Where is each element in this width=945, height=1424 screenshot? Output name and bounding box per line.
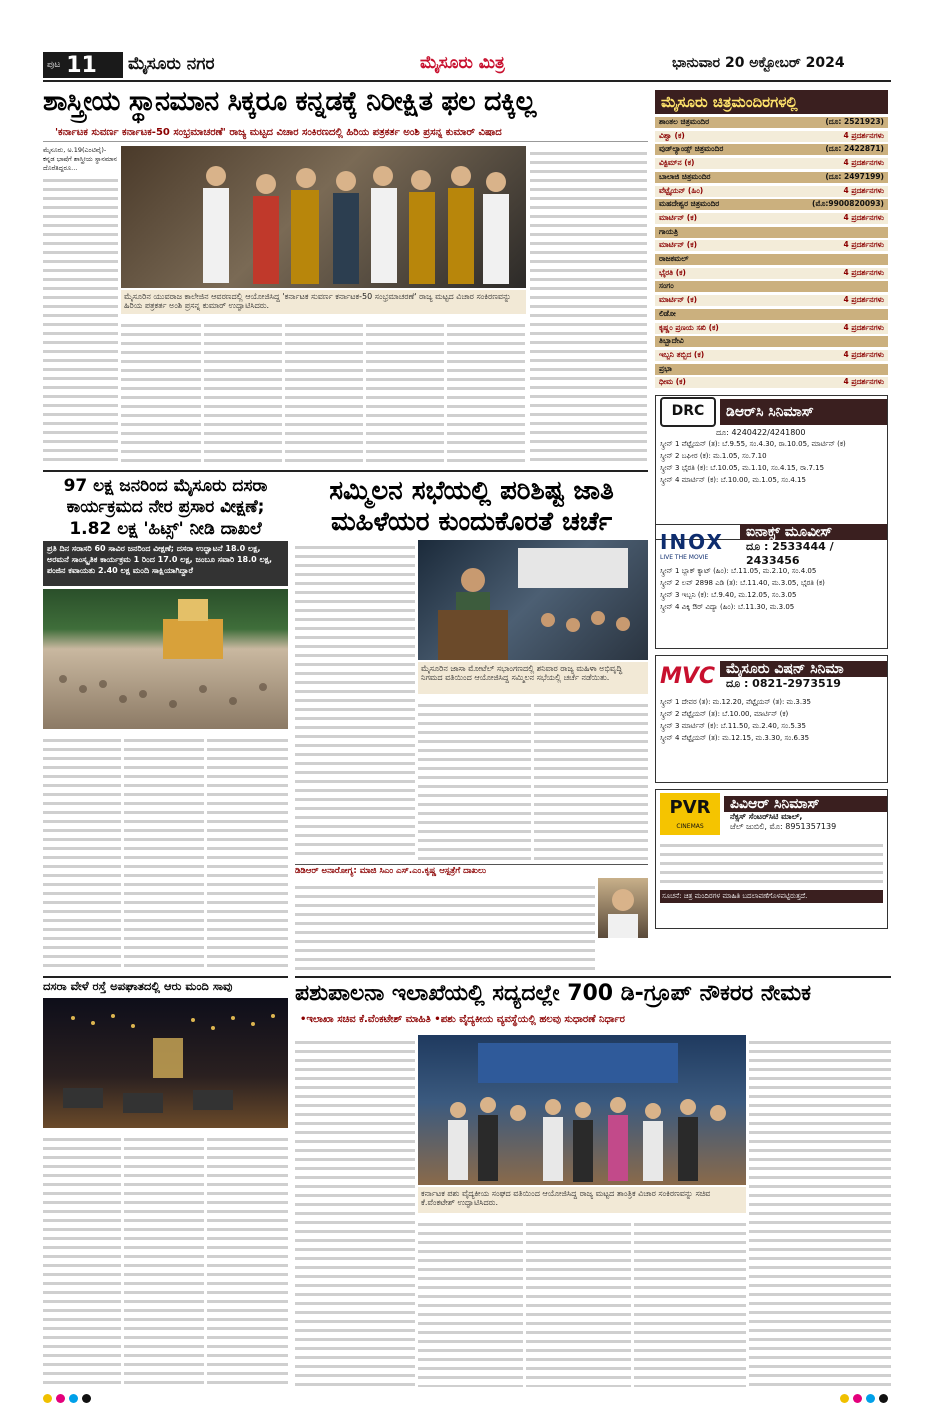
story1-body-column (366, 318, 444, 466)
theatre-row-info: (ದೂ: 2497199) (825, 171, 884, 181)
divider (43, 141, 648, 142)
inox-screen-3: ಸ್ಕ್ರೀನ್ 3 ಇಬ್ಬನಿ (ಕ): ಬೆ.9.40, ಮ.12.05, ಸಂ.3.05 (660, 591, 797, 599)
theatre-row-info: 4 ಪ್ರದರ್ಶನಗಳು (843, 377, 884, 387)
story5-body-column (749, 1035, 891, 1387)
story5-deck: •ಇಲಾಖಾ ಸಚಿವ ಕೆ.ವೆಂಕಟೇಶ್ ಮಾಹಿತಿ •ಪಶು ವೈದ್ಯಕೀಯ ವ್ಯವಸ್ಥೆಯಲ್ಲಿ ಹಲವು ಸುಧಾರಣೆ ನಿರ್ಧಾರ (300, 1014, 625, 1025)
section-title: ಮೈಸೂರು ನಗರ (128, 54, 215, 74)
theatre-row-name: ಕೃಷ್ಣಂ ಪ್ರಣಯ ಸಖಿ (ಕ) (659, 322, 719, 332)
pvr-phone: ಜೆಲ್ ಜುಬಿಲಿ, ಮೊ: 8951357139 (730, 822, 837, 831)
crowd-illustration (43, 589, 288, 729)
story4-night-street-photo (43, 998, 288, 1128)
people-group-illustration (121, 146, 526, 288)
story1-body-column (43, 146, 118, 466)
theatre-row (655, 117, 888, 128)
theatre-show-row (655, 295, 888, 306)
theatre-row-name: ಧೀಮ (ಕ) (659, 377, 686, 387)
theatre-row-info: (ಮೊ:9900820093) (812, 199, 884, 209)
mvc-screen-4: ಸ್ಕ್ರೀನ್ 4 ವೆಟ್ಟೈಯನ್ (ತ): ಮ.12.15, ಮ.3.30, ಸಂ.6.35 (660, 734, 810, 742)
theatre-row-name: ತಿಬ್ಬಾದೇವಿ (659, 336, 684, 346)
story3-body-column (418, 698, 531, 860)
story5-body-column (526, 1217, 631, 1387)
story5-body-column (295, 1035, 415, 1387)
story1-subheadline: 'ಕರ್ನಾಟಕ ಸುವರ್ಣ ಕರ್ನಾಟಕ-50 ಸಂಭ್ರಮಾಚರಣೆ' ರಾಜ್ಯ ಮಟ್ಟದ ವಿಚಾರ ಸಂಕಿರಣದಲ್ಲಿ ಹಿರಿಯ ಪತ್ರಕರ್ತ ಅಂಶಿ ಪ್ರಸನ್ನ ಕುಮಾರ್ ವಿಷಾದ (55, 127, 502, 138)
story3-body-column (295, 540, 415, 860)
pvr-logo (660, 793, 720, 835)
theatre-row-info: 4 ಪ್ರದರ್ಶನಗಳು (843, 349, 884, 359)
theatre-row-name: ವಿಶ್ವಾ (ಕ) (659, 130, 685, 140)
story5-headline: ಪಶುಪಾಲನಾ ಇಲಾಖೆಯಲ್ಲಿ ಸದ್ಯದಲ್ಲೇ 700 ಡಿ-ಗ್ರೂಪ್ ನೌಕರರ ನೇಮಕ (295, 981, 812, 1006)
theatre-show-row (655, 240, 888, 251)
theatre-row-info: 4 ಪ್ರದರ್ಶನಗಳು (843, 212, 884, 222)
drc-cinemas-ad (655, 395, 888, 540)
theatres-title: ಮೈಸೂರು ಚಿತ್ರಮಂದಿರಗಳಲ್ಲಿ (655, 90, 888, 114)
page-number: 11 (66, 52, 97, 78)
inox-screen-4: ಸ್ಕ್ರೀನ್ 4 ವಿಕ್ಕಿ ಔರ್ ವಿದ್ಯಾ (ಹಿಂ): ಬೆ.11.30, ಮ.3.05 (660, 603, 795, 611)
drc-screen-3: ಸ್ಕ್ರೀನ್ 3 ಭೈರತಿ (ಕ): ಬೆ.10.05, ಮ.1.10, ಸಂ.4.15, ರಾ.7.15 (660, 464, 825, 472)
theatre-row-info: 4 ಪ್ರದರ್ಶನಗಳು (843, 130, 884, 140)
drc-phone: ದೂ: 4240422/4241800 (716, 428, 806, 437)
theatre-show-row (655, 323, 888, 334)
story1-dateline: ಮೈಸೂರು, ಅ.19(ಎಂಟಿವೈ)- ಕನ್ನಡ ಭಾಷೆಗೆ ಶಾಸ್ತ್ರೀಯ ಸ್ಥಾನಮಾನ ದೊರೆತಿದ್ದರೂ... (43, 146, 117, 172)
issue-date: ಭಾನುವಾರ 20 ಅಕ್ಟೋಬರ್ 2024 (672, 55, 845, 71)
story5-caption: ಕರ್ನಾಟಕ ಪಶು ವೈದ್ಯಕೀಯ ಸಂಘದ ವತಿಯಿಂದ ಆಯೋಜಿಸಿದ್ದ ರಾಜ್ಯ ಮಟ್ಟದ ತಾಂತ್ರಿಕ ವಿಚಾರ ಸಂಕಿರಣವನ್ನು ಸಚಿವ ಕೆ.ವೆಂಕಟೇಶ್ ಉದ್ಘಾಟಿಸಿದರು. (418, 1187, 746, 1213)
story2-body-column (207, 733, 288, 973)
theatre-row-name: ವಿಕ್ಟಿಮ್‌ನ (ಕ) (659, 158, 695, 168)
theatre-row-name: ಗಾಯತ್ರಿ (659, 226, 679, 236)
theatre-row-name: ಬಾಲಾಜಿ ಚಿತ್ರಮಂದಿರ (659, 171, 711, 181)
mvc-logo: MVC (660, 663, 716, 689)
mvc-screen-3: ಸ್ಕ್ರೀನ್ 3 ಮಾರ್ಟಿನ್ (ಕ): ಬೆ.11.50, ಮ.2.40, ಸಂ.5.35 (660, 722, 806, 730)
inox-screen-1: ಸ್ಕ್ರೀನ್ 1 ಬ್ಲಾಕ್ ಕ್ಯಾಟ್ (ಹಿಂ): ಬೆ.11.05, ಮ.2.10, ಸಂ.4.05 (660, 567, 817, 575)
inox-screen-2: ಸ್ಕ್ರೀನ್ 2 ಲವ್ 2898 ಎಡಿ (ತ): ಬೆ.11.40, ಮ.3.05, ಭೈರತಿ (ಕ) (660, 579, 825, 587)
theatre-row (655, 281, 888, 292)
theatre-show-row (655, 186, 888, 197)
drc-screen-4: ಸ್ಕ್ರೀನ್ 4 ಮಾರ್ಟಿನ್ (ಕ): ಬೆ.10.00, ಮ.1.05, ಸಂ.4.15 (660, 476, 806, 484)
theatre-row-name: ಇಬ್ಬನಿ ತಬ್ಬಿದ (ಕ) (659, 349, 705, 359)
story2-deck: ಪ್ರತಿ ದಿನ ಸರಾಸರಿ 60 ಸಾವಿರ ಜನರಿಂದ ವೀಕ್ಷಣೆ; ದಸರಾ ಉದ್ಘಾಟನೆ 18.0 ಲಕ್ಷ, ಅರಮನೆ ಸಾಂಸ್ಕೃತಿಕ ಕಾರ್ಯಕ್ರಮ 1 ರಿಂದ 17.0 ಲಕ್ಷ, ಜಂಬೂ ಸವಾರಿ 18.0 ಲಕ್ಷ, ಪಂಜಿನ ಕವಾಯತು 2.40 ಲಕ್ಷ ಮಂದಿ ಸಾಕ್ಷಿಯಾಗಿದ್ದಾರೆ (43, 541, 288, 586)
theatre-row-info: (ದೂ: 2422871) (825, 144, 884, 154)
theatre-row (655, 172, 888, 183)
inox-tagline: LIVE THE MOVIE (660, 553, 709, 561)
theatre-row-name: ಮಾರ್ಟಿನ್ (ಕ) (659, 240, 698, 250)
theatre-row-name: ಸಂಗಂ (659, 281, 674, 291)
story1-body-column (121, 318, 201, 466)
story1-body-column (447, 318, 525, 466)
theatre-row-name: ಲಿಡೋ (659, 308, 676, 318)
pvr-schedule (660, 838, 883, 888)
pvr-note: ಸೂಚನೆ: ಚಿತ್ರ ಮಂದಿರಗಳ ಮಾಹಿತಿ ಬದಲಾವಣೆಗೊಳಪಟ್ಟಿರುತ್ತದೆ. (660, 890, 883, 903)
theatre-show-row (655, 377, 888, 388)
story1-photo (121, 146, 526, 288)
stage-event-illustration (418, 1035, 746, 1185)
theatre-row-name: ರಾಜಕಮಲ್ (659, 254, 689, 263)
inox-phone: ದೂ : 2533444 / 2433456 (746, 539, 834, 567)
divider (43, 470, 648, 472)
story2-crowd-photo (43, 589, 288, 729)
story3-headline: ಸಮ್ಮಿಲನ ಸಭೆಯಲ್ಲಿ ಪರಿಶಿಷ್ಟ ಜಾತಿ ಮಹಿಳೆಯರ ಕುಂದುಕೊರತೆ ಚರ್ಚೆ (329, 476, 614, 538)
registration-marks-left (43, 1394, 91, 1403)
mvc-screen-2: ಸ್ಕ್ರೀನ್ 2 ವೆಟ್ಟೈಯನ್ (ತ): ಬೆ.10.00, ಮಾರ್ಟಿನ್ (ಕ) (660, 710, 789, 718)
story4-body-column (43, 1132, 121, 1387)
story4-headline: ದಸರಾ ವೇಳೆ ರಸ್ತೆ ಅಪಘಾತದಲ್ಲಿ ಆರು ಮಂದಿ ಸಾವು (43, 979, 233, 993)
story5-photo (418, 1035, 746, 1185)
theatre-row (655, 336, 888, 347)
registration-marks-right (840, 1394, 888, 1403)
theatre-row-name: ಮಹದೇಶ್ವರ ಚಿತ್ರಮಂದಿರ (659, 199, 720, 209)
mvc-name: ಮೈಸೂರು ವಿಷನ್ ಸಿನಿಮಾ (720, 661, 887, 677)
drc-screen-1: ಸ್ಕ್ರೀನ್ 1 ವೆಟ್ಟೈಯನ್ (ತ): ಬೆ.9.55, ಸಂ.4.30, ರಾ.10.05, ಮಾರ್ಟಿನ್ (ಕ) (660, 440, 846, 448)
story2-body-column (124, 733, 204, 973)
divider (295, 976, 891, 978)
mvc-screen-1: ಸ್ಕ್ರೀನ್ 1 ದೇವರ (ತ): ಮ.12.20, ವೆಟ್ಟೈಯನ್ (ತ): ಮ.3.35 (660, 698, 812, 706)
theatre-row-info: 4 ಪ್ರದರ್ಶನಗಳು (843, 158, 884, 168)
theatre-row-name: ಮಾರ್ಟಿನ್ (ಕ) (659, 212, 698, 222)
theatre-show-row (655, 158, 888, 169)
story3-body-column (534, 698, 648, 860)
pvr-cinemas-ad (655, 789, 888, 929)
story1-caption: ಮೈಸೂರಿನ ಯುವರಾಜ ಕಾಲೇಜಿನ ಆವರಣದಲ್ಲಿ ಆಯೋಜಿಸಿದ್ದ 'ಕರ್ನಾಟಕ ಸುವರ್ಣ ಕರ್ನಾಟಕ-50 ಸಂಭ್ರಮಾಚರಣೆ' ರಾಜ್ಯ ಮಟ್ಟದ ವಿಚಾರ ಸಂಕಿರಣವನ್ನು ಹಿರಿಯ ಪತ್ರಕರ್ತ ಅಂಶಿ ಪ್ರಸನ್ನ ಕುಮಾರ್ ಉದ್ಘಾಟಿಸಿದರು. (121, 290, 526, 314)
story2-headline: 97 ಲಕ್ಷ ಜನರಿಂದ ಮೈಸೂರು ದಸರಾ ಕಾರ್ಯಕ್ರಮದ ನೇರ ಪ್ರಸಾರ ವೀಕ್ಷಣೆ; 1.82 ಲಕ್ಷ 'ಹಿಟ್ಸ್' ನೀಡಿ ದಾಖಲೆ (63, 476, 268, 539)
theatre-row-name: ಭೈರತಿ (ಕ) (659, 267, 686, 277)
story2-body-column (43, 733, 121, 973)
story3-box-heading: ಡಿಡಿಆರ್ ಅನಾರೋಗ್ಯ: ಮಾಜಿ ಸಿಎಂ ಎಸ್.ಎಂ.ಕೃಷ್ಣ ಆಸ್ಪತ್ರೆಗೆ ದಾಖಲು (295, 866, 487, 876)
newspaper-logo: ಮೈಸೂರು ಮಿತ್ರ (420, 53, 505, 73)
story5-body-column (418, 1217, 523, 1387)
story1-body-column (285, 318, 363, 466)
mvc-phone: ದೂ : 0821-2973519 (726, 677, 841, 690)
theatre-row (655, 199, 888, 210)
theatre-row (655, 144, 888, 155)
pvr-venue: ನೆಕ್ಸಸ್ ಸೆಂಟರ್‌ಸಿಟಿ ಮಾಲ್, (730, 812, 803, 821)
story3-box-body (295, 880, 595, 973)
divider (295, 864, 648, 865)
drc-screen-2: ಸ್ಕ್ರೀನ್ 2 ಬಘೀರ (ಕ): ಮ.1.05, ಸಂ.7.10 (660, 452, 767, 460)
theatre-row-info: 4 ಪ್ರದರ್ಶನಗಳು (843, 240, 884, 250)
theatre-row-info: 4 ಪ್ರದರ್ಶನಗಳು (843, 295, 884, 305)
story1-body-column (204, 318, 282, 466)
portrait-illustration (598, 878, 648, 938)
theatre-row-name: ವುಡ್‌ಲ್ಯಾಂಡ್ಸ್ ಚಿತ್ರಮಂದಿರ (659, 144, 724, 154)
theatre-row-info: 4 ಪ್ರದರ್ಶನಗಳು (843, 322, 884, 332)
theatre-show-row (655, 350, 888, 361)
theatre-row-info: 4 ಪ್ರದರ್ಶನಗಳು (843, 185, 884, 195)
story3-caption: ಮೈಸೂರಿನ ಜಾಸಾ ಮೋಟೆಲ್ ಸಭಾಂಗಣದಲ್ಲಿ ಶನಿವಾರ ರಾಜ್ಯ ಮಹಿಳಾ ಅಭಿವೃದ್ಧಿ ನಿಗಮದ ವತಿಯಿಂದ ಆಯೋಜಿಸಿದ್ದ ಸಮ್ಮಿಲನ ಸಭೆಯಲ್ಲಿ ಚರ್ಚೆ ನಡೆಯಿತು. (418, 662, 648, 694)
page-number-box (43, 52, 123, 78)
inox-name: ಐನಾಕ್ಸ್ ಮೂವೀಸ್ (740, 524, 887, 540)
street-lights-illustration (43, 998, 288, 1128)
story1-headline: ಶಾಸ್ತ್ರೀಯ ಸ್ಥಾನಮಾನ ಸಿಕ್ಕರೂ ಕನ್ನಡಕ್ಕೆ ನಿರೀಕ್ಷಿತ ಫಲ ದಕ್ಕಿಲ್ಲ (43, 86, 536, 117)
theatre-row-info: 4 ಪ್ರದರ್ಶನಗಳು (843, 267, 884, 277)
drc-name: ಡಿಆರ್‌ಸಿ ಸಿನಿಮಾಸ್ (720, 399, 887, 425)
pvr-name: ಪಿವಿಆರ್ ಸಿನಿಮಾಸ್ (724, 796, 887, 812)
story4-body-column (207, 1132, 288, 1387)
drc-logo: DRC (660, 397, 716, 427)
theatre-show-row (655, 213, 888, 224)
story5-body-column (634, 1217, 746, 1387)
theatre-row-name: ಮಾರ್ಟಿನ್ (ಕ) (659, 295, 698, 305)
pvr-brand: PVR (669, 797, 711, 818)
theatre-row-name: ವೆಟ್ಟೈಯನ್ (ಹಿಂ) (659, 185, 704, 195)
theatre-row (655, 227, 888, 238)
portrait-photo (598, 878, 648, 938)
theatre-row (655, 254, 888, 265)
theatre-row-name: ಪ್ರಭಾ (659, 363, 672, 373)
pvr-subbrand: CINEMAS (676, 823, 704, 830)
theatre-show-row (655, 131, 888, 142)
story3-photo (418, 540, 648, 660)
theatre-row (655, 309, 888, 320)
theatre-row (655, 364, 888, 375)
theatre-row-info: (ದೂ: 2521923) (825, 117, 884, 126)
theatre-show-row (655, 268, 888, 279)
story1-body-column (530, 146, 647, 466)
speaker-illustration (418, 540, 648, 660)
divider (43, 976, 288, 978)
inox-movies-ad (655, 524, 888, 649)
theatre-row-name: ಶಾಂತಲ ಚಿತ್ರಮಂದಿರ (659, 117, 710, 126)
inox-logo (660, 530, 740, 561)
mvc-cinema-ad (655, 655, 888, 783)
story4-body-column (124, 1132, 204, 1387)
inox-brand: INOX (660, 529, 724, 554)
page-label: ಪುಟ (47, 60, 61, 70)
